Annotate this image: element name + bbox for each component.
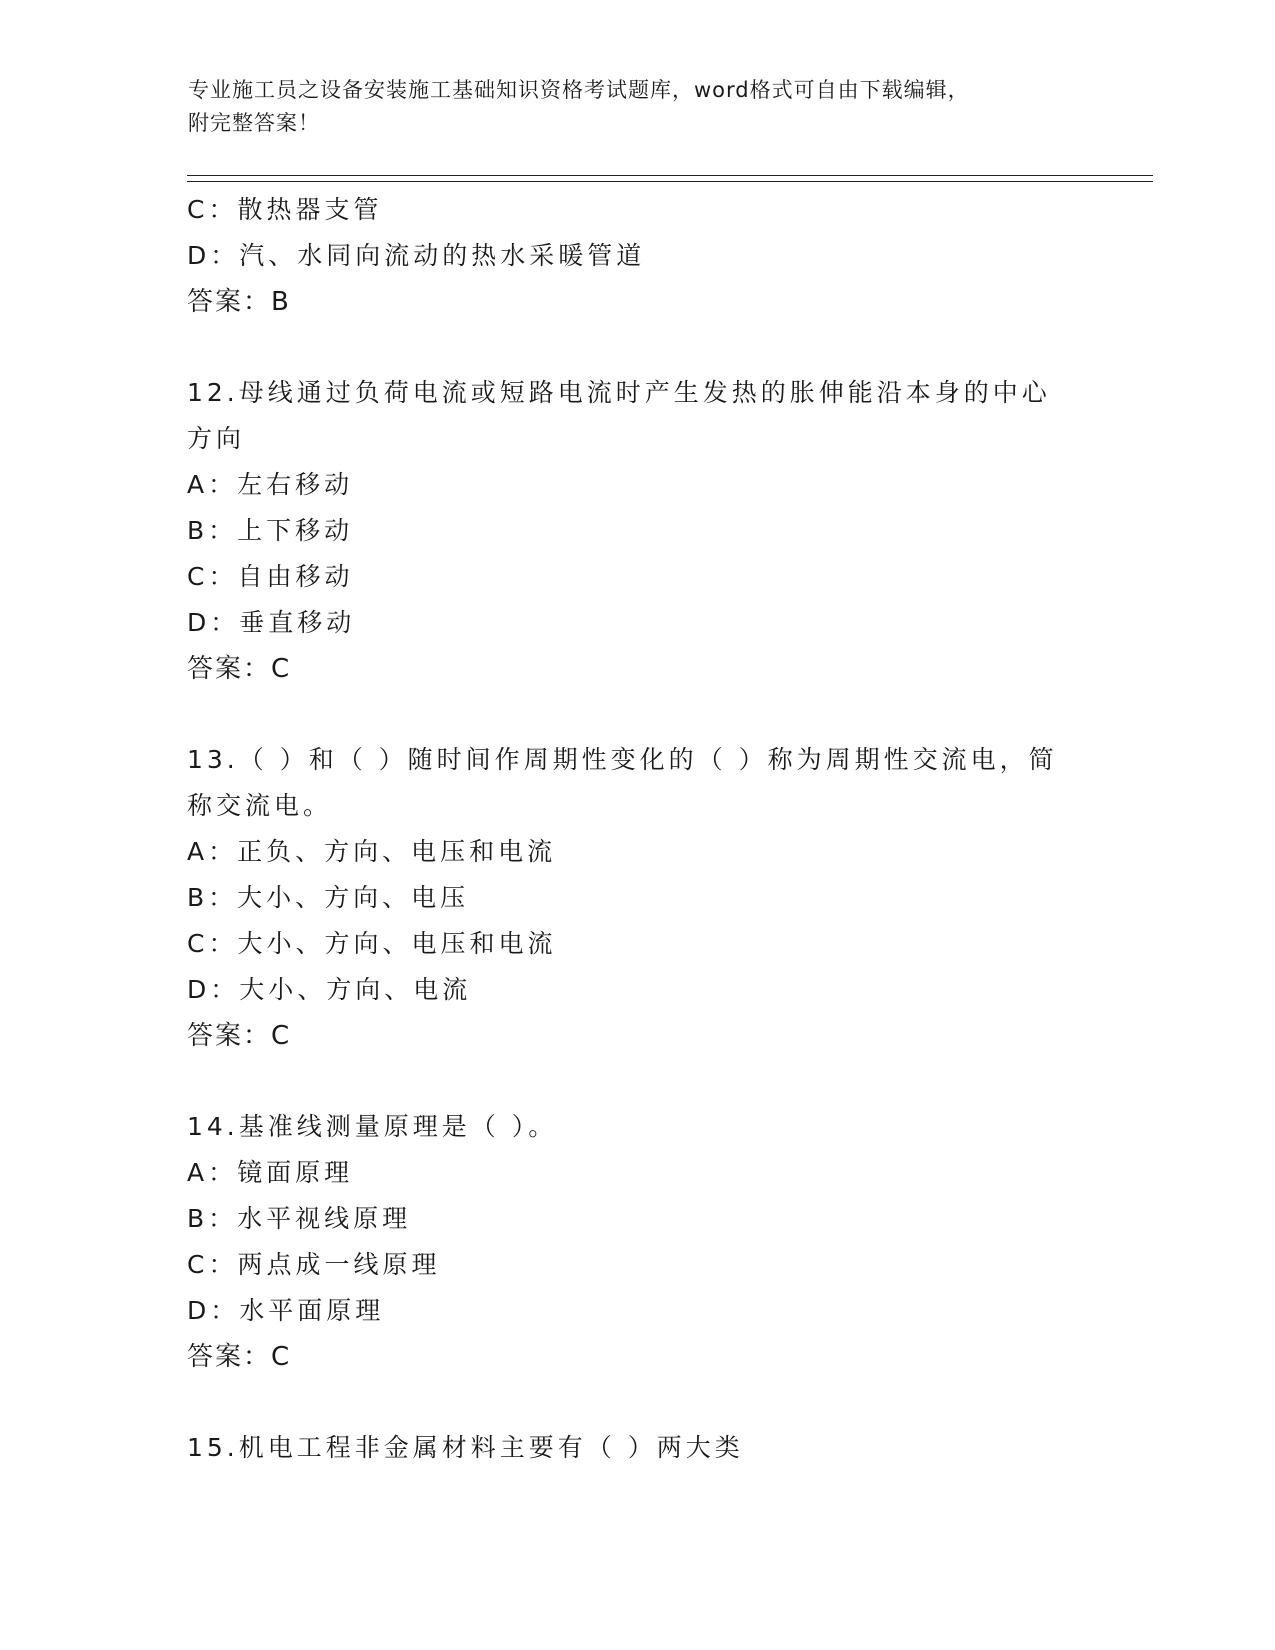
question-13 [187, 737, 1087, 1059]
header-divider-bottom [187, 181, 1153, 182]
option-d: D：垂直移动 [187, 608, 356, 637]
question-spacer [187, 325, 1087, 370]
answer-line: 答案：C [187, 1021, 292, 1051]
answer-line: 答案：C [187, 1342, 292, 1372]
option-c: C：两点成一线原理 [187, 1250, 441, 1279]
option-a: A：左右移动 [187, 470, 354, 499]
question-14 [187, 1104, 1087, 1380]
header-divider-top [187, 175, 1153, 176]
option-d: D：大小、方向、电流 [187, 975, 472, 1004]
question-stem: 12.母线通过负荷电流或短路电流时产生发热的胀伸能沿本身的中心方向 [187, 378, 1051, 453]
question-spacer [187, 1059, 1087, 1104]
option-c: C：自由移动 [187, 562, 354, 591]
option-b: B：水平视线原理 [187, 1204, 412, 1233]
question-spacer [187, 1380, 1087, 1425]
question-stem: 14.基准线测量原理是（ ）。 [187, 1112, 558, 1141]
question-12 [187, 370, 1087, 692]
option-a: A：正负、方向、电压和电流 [187, 837, 557, 866]
option-c: C：散热器支管 [187, 195, 383, 224]
question-list [187, 187, 1087, 1471]
header-line-2: 附完整答案！ [188, 111, 320, 135]
question-15 [187, 1425, 1087, 1471]
header-line-1: 专业施工员之设备安装施工基础知识资格考试题库，word格式可自由下载编辑， [188, 78, 970, 102]
question-stem: 13.（ ）和（ ）随时间作周期性变化的（ ）称为周期性交流电，简称交流电。 [187, 745, 1058, 820]
answer-line: 答案：C [187, 654, 292, 684]
document-header [188, 74, 1088, 140]
question-spacer [187, 692, 1087, 737]
answer-line: 答案：B [187, 287, 291, 317]
option-d: D：汽、水同向流动的热水采暖管道 [187, 241, 646, 270]
option-b: B：大小、方向、电压 [187, 883, 470, 912]
option-d: D：水平面原理 [187, 1296, 385, 1325]
question-11-tail [187, 187, 1087, 325]
option-a: A：镜面原理 [187, 1158, 354, 1187]
question-stem: 15.机电工程非金属材料主要有（ ）两大类 [187, 1433, 744, 1462]
option-c: C：大小、方向、电压和电流 [187, 929, 557, 958]
option-b: B：上下移动 [187, 516, 354, 545]
